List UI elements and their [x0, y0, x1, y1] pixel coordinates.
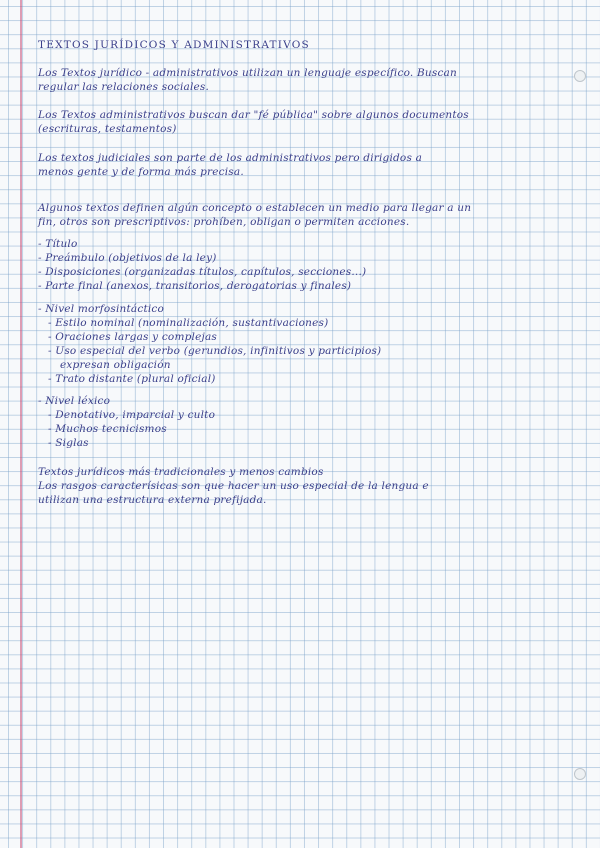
- list-item: - Estilo nominal (nominalización, sustantivaciones): [48, 316, 329, 329]
- handwritten-notes: [38, 38, 583, 507]
- notes-title: TEXTOS JURÍDICOS Y ADMINISTRATIVOS: [38, 39, 310, 51]
- section-heading: - Nivel léxico: [38, 395, 111, 408]
- list-item: - Siglas: [48, 437, 89, 450]
- paragraph-line: regular las relaciones sociales.: [38, 81, 210, 94]
- list-item: - Denotativo, imparcial y culto: [48, 409, 216, 422]
- paragraph-line: menos gente y de forma más precisa.: [38, 165, 244, 178]
- list-item: - Trato distante (plural oficial): [48, 372, 216, 385]
- closing-line: utilizan una estructura externa prefijada.: [38, 493, 267, 506]
- list-item: expresan obligación: [60, 358, 171, 371]
- paragraph-line: Algunos textos definen algún concepto o establecen un medio para llegar a un: [38, 201, 472, 214]
- closing-line: Textos jurídicos más tradicionales y menos cambios: [38, 465, 324, 478]
- paragraph-line: Los textos judiciales son parte de los administrativos pero dirigidos a: [38, 151, 423, 164]
- list-item: - Muchos tecnicismos: [48, 423, 167, 436]
- structure-item: - Preámbulo (objetivos de la ley): [38, 252, 217, 265]
- list-item: - Oraciones largas y complejas: [48, 330, 218, 343]
- structure-item: - Disposiciones (organizadas títulos, capítulos, secciones...): [38, 266, 367, 279]
- paragraph-line: fin, otros son prescriptivos: prohíben, obligan o permiten acciones.: [38, 216, 410, 229]
- paragraph-line: (escrituras, testamentos): [38, 123, 177, 136]
- paragraph-line: Los Textos administrativos buscan dar "fé pública" sobre algunos documentos: [38, 109, 469, 122]
- punch-hole-icon: [574, 768, 586, 780]
- structure-item: - Parte final (anexos, transitorios, derogatorias y finales): [38, 280, 352, 293]
- paragraph-line: Los Textos jurídico - administrativos utilizan un lenguaje específico. Buscan: [38, 67, 457, 80]
- list-item: - Uso especial del verbo (gerundios, infinitivos y participios): [48, 344, 382, 357]
- section-heading: - Nivel morfosintáctico: [38, 302, 165, 315]
- margin-line: [20, 0, 22, 848]
- closing-line: Los rasgos caracterísicas son que hacer un uso especial de la lengua e: [38, 479, 429, 492]
- structure-item: - Título: [38, 238, 78, 251]
